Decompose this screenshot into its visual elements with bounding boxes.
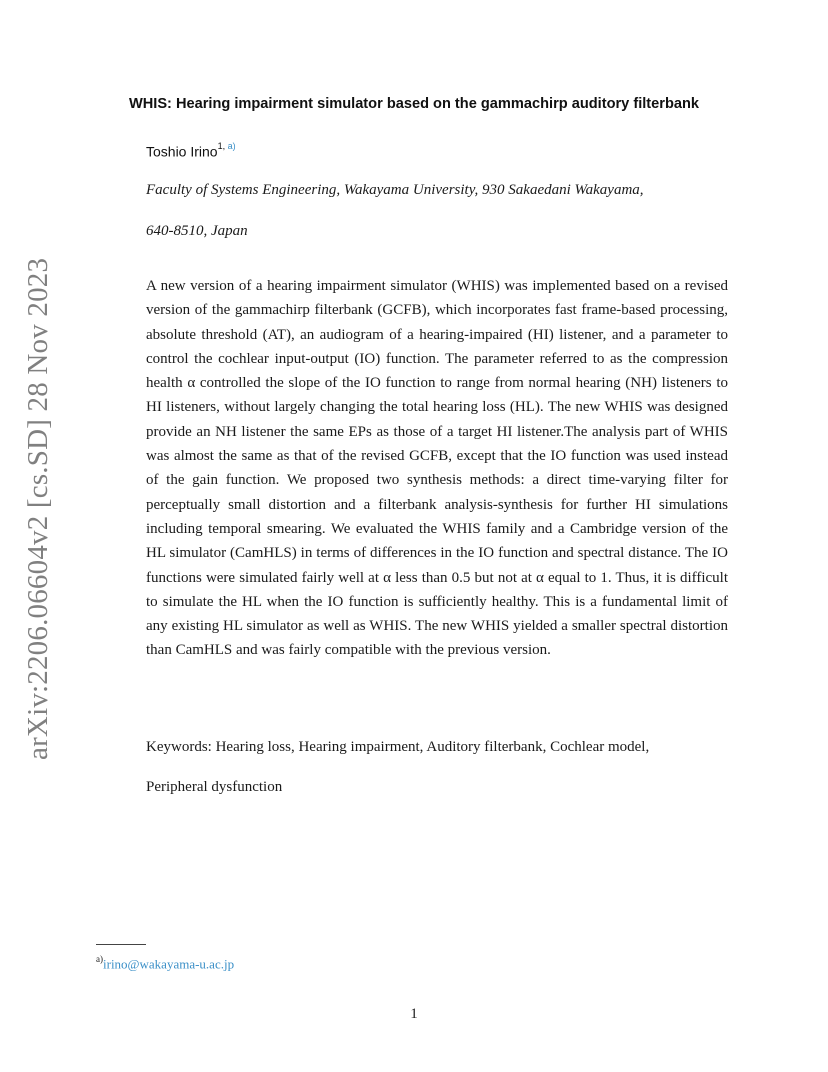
footnote — [96, 955, 234, 972]
arxiv-identifier-stamp: arXiv:2206.06604v2 [cs.SD] 28 Nov 2023 — [22, 257, 54, 760]
author-line — [146, 143, 236, 160]
page-number: 1 — [410, 1006, 418, 1022]
footnote-email-link[interactable]: irino@wakayama-u.ac.jp — [103, 956, 235, 972]
paper-title: WHIS: Hearing impairment simulator based on the gammachirp auditory filterbank — [128, 96, 700, 112]
footnote-divider — [96, 944, 146, 945]
abstract-text: A new version of a hearing impairment simulator (WHIS) was implemented based on a revised version of the gammachirp filterbank (GCFB), which incorporates fast frame-based processing, absolute threshold (AT), an audiogram of a hearing-impaired (HI) listener, and a parameter to control the cochlear input-output (IO) function. The parameter referred to as the compression health α controlled the slope of the IO function to range from normal hearing (NH) listeners to HI listeners, without largely changing the total hearing loss (HL). The new WHIS was designed provide an NH listener the same EPs as those of a target HI listener.The analysis part of WHIS was almost the same as that of the revised GCFB, except that the IO function was used instead of the gain function. We proposed two synthesis methods: a direct time-varying filter for perceptually small distortion and a filterbank analysis-synthesis for further HI simulations including temporal smearing. We evaluated the WHIS family and a Cambridge version of the HL simulator (CamHLS) in terms of differences in the IO function and spectral distance. The IO functions were simulated fairly well at α less than 0.5 but not at α equal to 1. Thus, it is difficult to simulate the HL when the IO function is sufficiently healthy. This is a fundamental limit of any existing HL simulator as well as WHIS. The new WHIS yielded a smaller spectral distortion than CamHLS and was fairly compatible with the previous version. — [146, 278, 728, 659]
author-name: Toshio Irino — [146, 143, 218, 160]
affiliation-line-2: 640-8510, Japan — [146, 223, 248, 239]
author-footnote-link[interactable]: a) — [227, 141, 236, 151]
footnote-mark: a) — [96, 954, 103, 964]
keywords-line-1: Keywords: Hearing loss, Hearing impairment, Auditory filterbank, Cochlear model, — [146, 739, 650, 755]
affiliation-line-1: Faculty of Systems Engineering, Wakayama University, 930 Sakaedani Wakayama, — [146, 182, 644, 198]
author-affiliation-mark: 1, a) — [217, 141, 236, 151]
keywords-line-2: Peripheral dysfunction — [146, 779, 283, 795]
